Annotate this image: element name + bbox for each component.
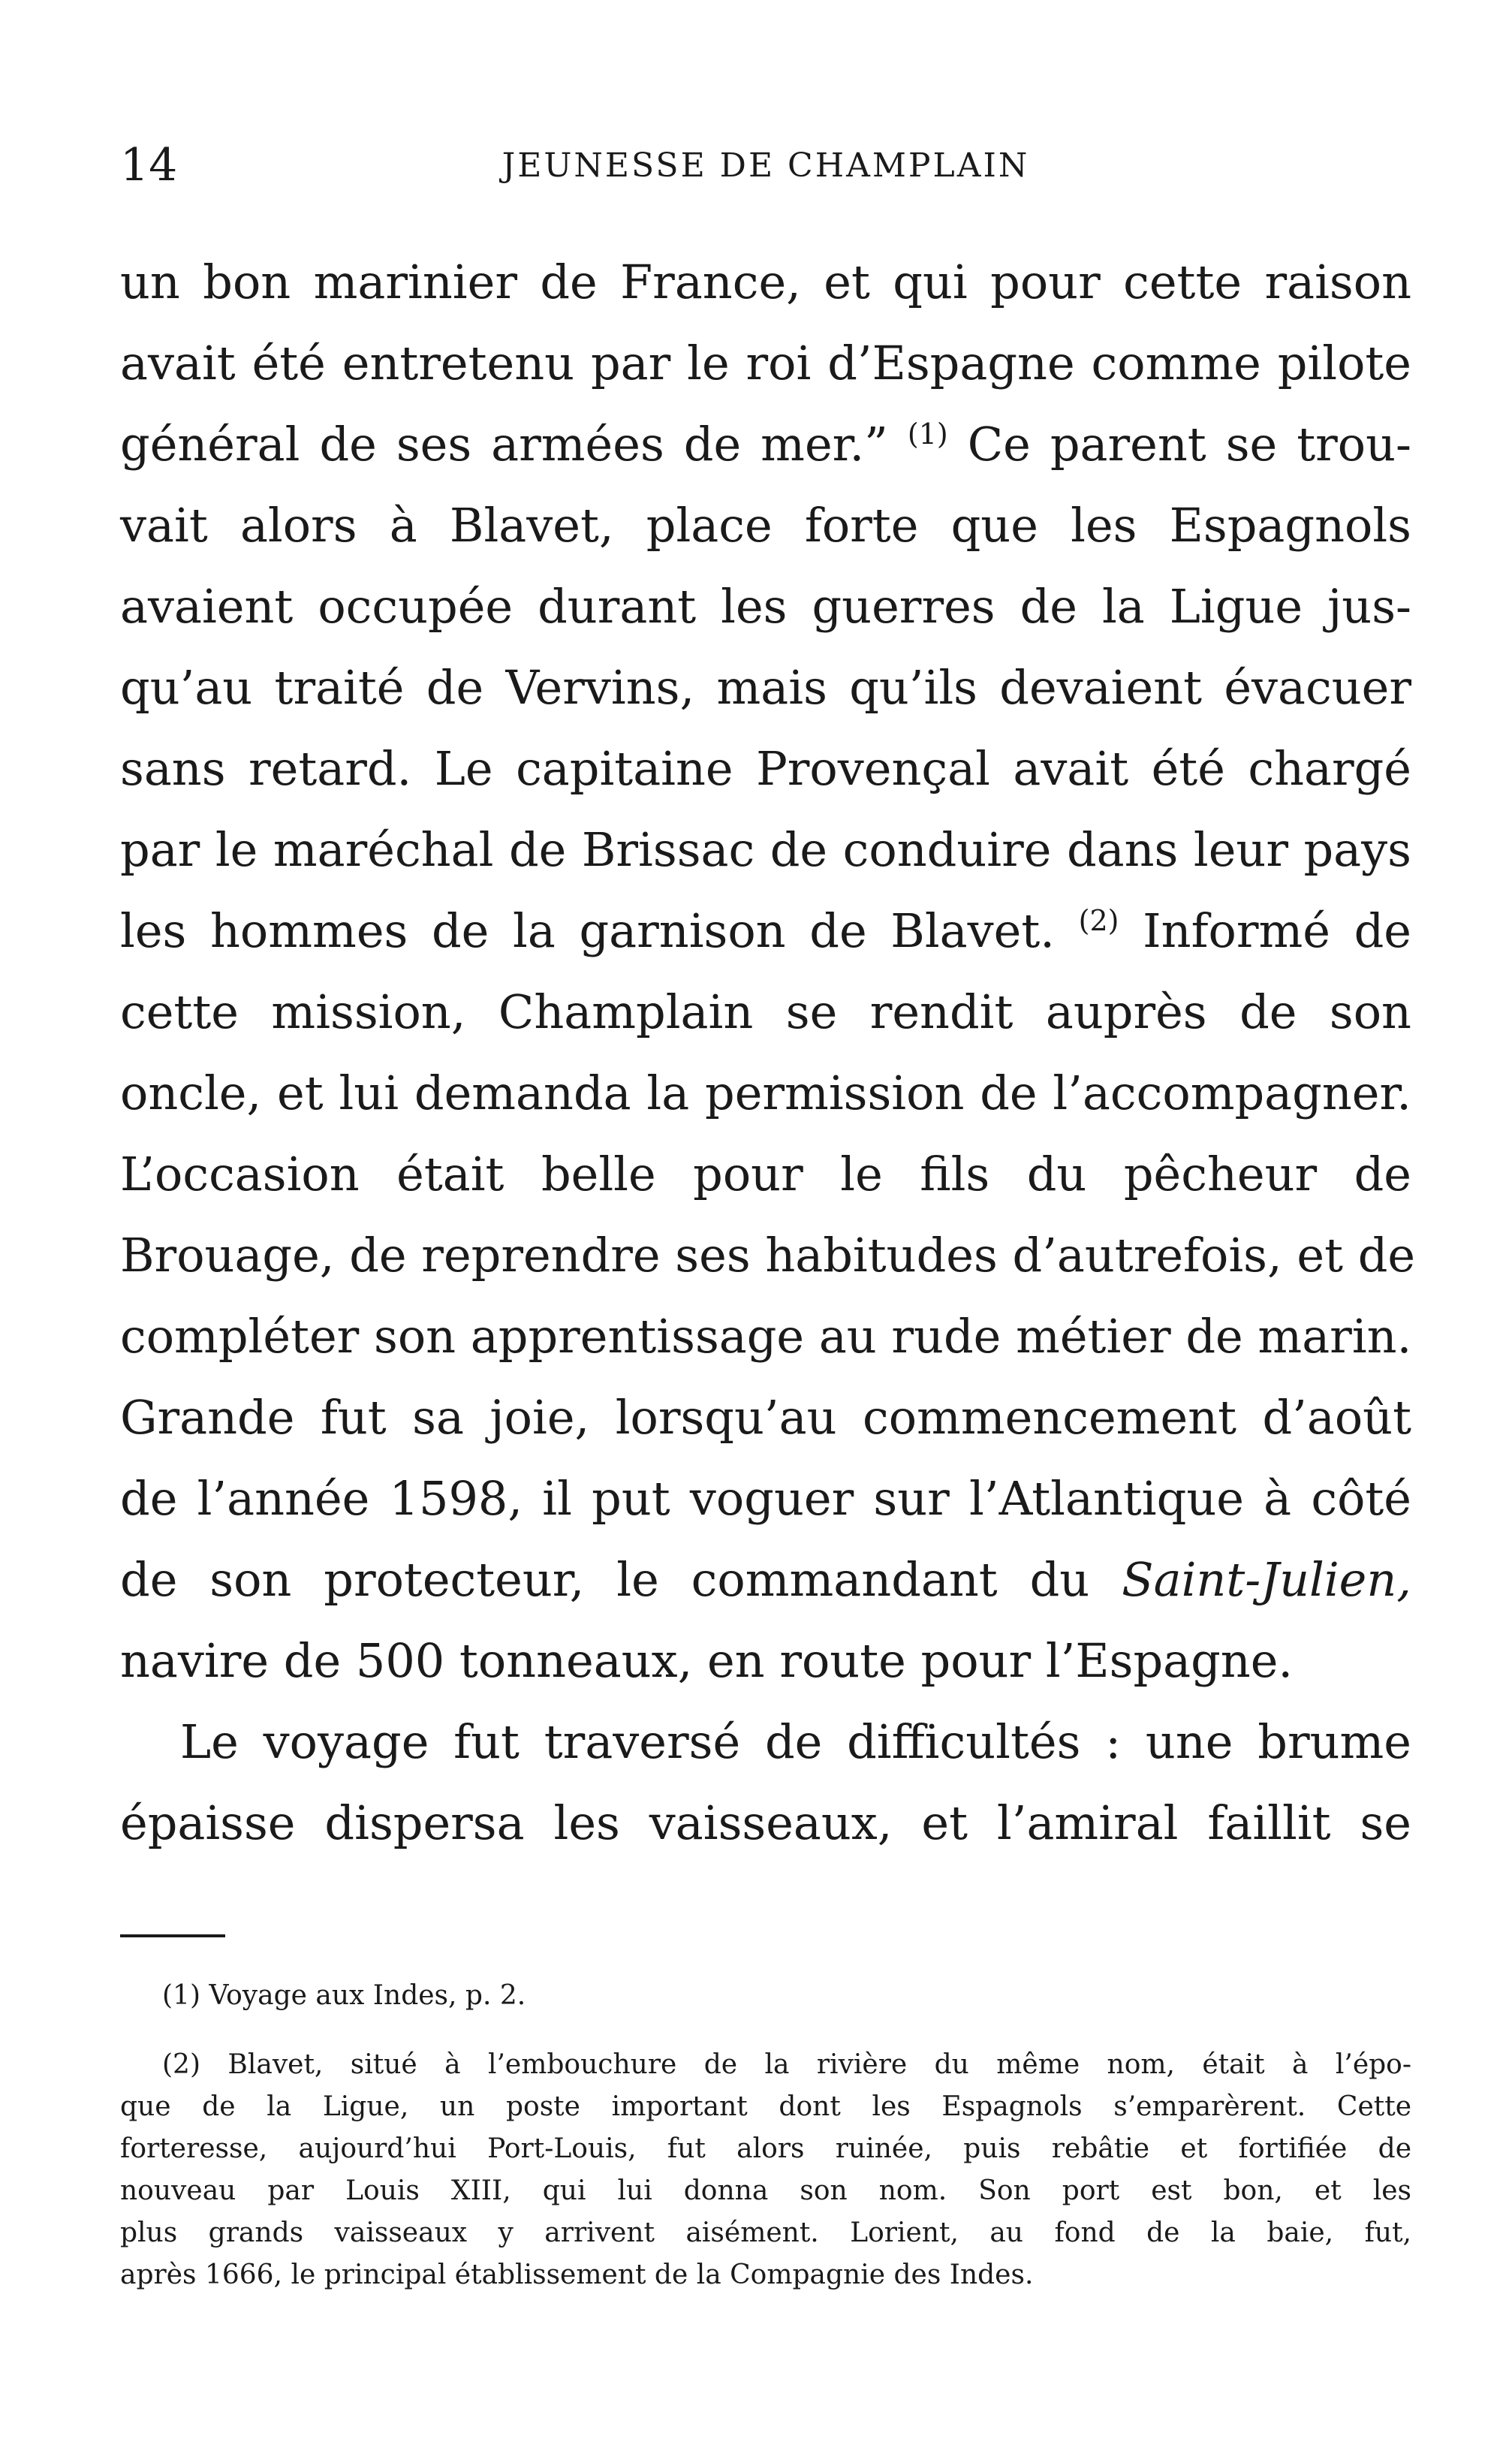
- text-line: compléter son apprentissage au rude métier de marin.: [120, 1309, 1412, 1364]
- footnote-ref-2: (2): [1078, 904, 1119, 937]
- text-line: navire de 500 tonneaux, en route pour l’Espagne.: [120, 1633, 1294, 1688]
- footnote-2-line: forteresse, aujourd’hui Port-Louis, fut alors ruinée, puis rebâtie et fortifiée de: [120, 2133, 1411, 2164]
- text-line: vait alors à Blavet, place forte que les Espagnols: [120, 498, 1411, 553]
- running-title: JEUNESSE DE CHAMPLAIN: [501, 146, 1030, 185]
- text-line: avait été entretenu par le roi d’Espagne comme pilote: [120, 336, 1411, 390]
- page-number: 14: [120, 139, 178, 191]
- footnote-2-line: (2) Blavet, situé à l’embouchure de la rivière du même nom, était à l’épo-: [162, 2049, 1411, 2080]
- ship-name: Saint-Julien,: [1122, 1552, 1411, 1607]
- text-run: général de ses armées de mer.”: [120, 417, 888, 472]
- text-run: Informé de: [1143, 903, 1411, 958]
- text-line: par le maréchal de Brissac de conduire dans leur pays: [120, 822, 1411, 877]
- text-line: avaient occupée durant les guerres de la Ligue jus-: [120, 579, 1411, 634]
- footnote-ref-1: (1): [907, 418, 948, 451]
- text-line: oncle, et lui demanda la permission de l’accompagner.: [120, 1066, 1411, 1120]
- text-line: [120, 1539, 1411, 1620]
- text-line: cette mission, Champlain se rendit auprès de son: [120, 984, 1411, 1039]
- text-line: qu’au traité de Vervins, mais qu’ils devaient évacuer: [120, 660, 1411, 715]
- text-line: sans retard. Le capitaine Provençal avait été chargé: [120, 741, 1411, 796]
- footnote-1: (1) Voyage aux Indes, p. 2.: [162, 1980, 526, 2011]
- text-run: les hommes de la garnison de Blavet.: [120, 903, 1055, 958]
- text-run: Ce parent se trou-: [967, 417, 1411, 472]
- footnote-gap: [120, 2017, 1411, 2044]
- footnote-rule: [120, 1934, 225, 1937]
- text-line: L’occasion était belle pour le fils du pêcheur de: [120, 1147, 1411, 1201]
- text-line: de l’année 1598, il put voguer sur l’Atlantique à côté: [120, 1471, 1411, 1526]
- text-line: [120, 891, 1411, 972]
- footnote-2-line: plus grands vaisseaux y arrivent aisément. Lorient, au fond de la baie, fut,: [120, 2217, 1411, 2248]
- footnote-2-line: après 1666, le principal établissement de la Compagnie des Indes.: [120, 2260, 1034, 2290]
- text-line: Brouage, de reprendre ses habitudes d’autrefois, et de: [120, 1228, 1416, 1283]
- text-run: de son protecteur, le commandant du: [120, 1552, 1090, 1607]
- text-line: épaisse dispersa les vaisseaux, et l’amiral faillit se: [120, 1795, 1411, 1850]
- text-line: un bon marinier de France, et qui pour cette raison: [120, 255, 1411, 309]
- text-line: [120, 404, 1411, 485]
- text-line: Le voyage fut traversé de difficultés : une brume: [180, 1714, 1411, 1769]
- running-head: [120, 139, 1411, 191]
- body-text: [120, 242, 1416, 1864]
- footnote-2-line: nouveau par Louis XIII, qui lui donna son nom. Son port est bon, et les: [120, 2175, 1411, 2206]
- text-line: Grande fut sa joie, lorsqu’au commencement d’août: [120, 1390, 1411, 1445]
- footnotes: [120, 1975, 1411, 2296]
- footnote-2-line: que de la Ligue, un poste important dont les Espagnols s’emparèrent. Cette: [120, 2091, 1411, 2122]
